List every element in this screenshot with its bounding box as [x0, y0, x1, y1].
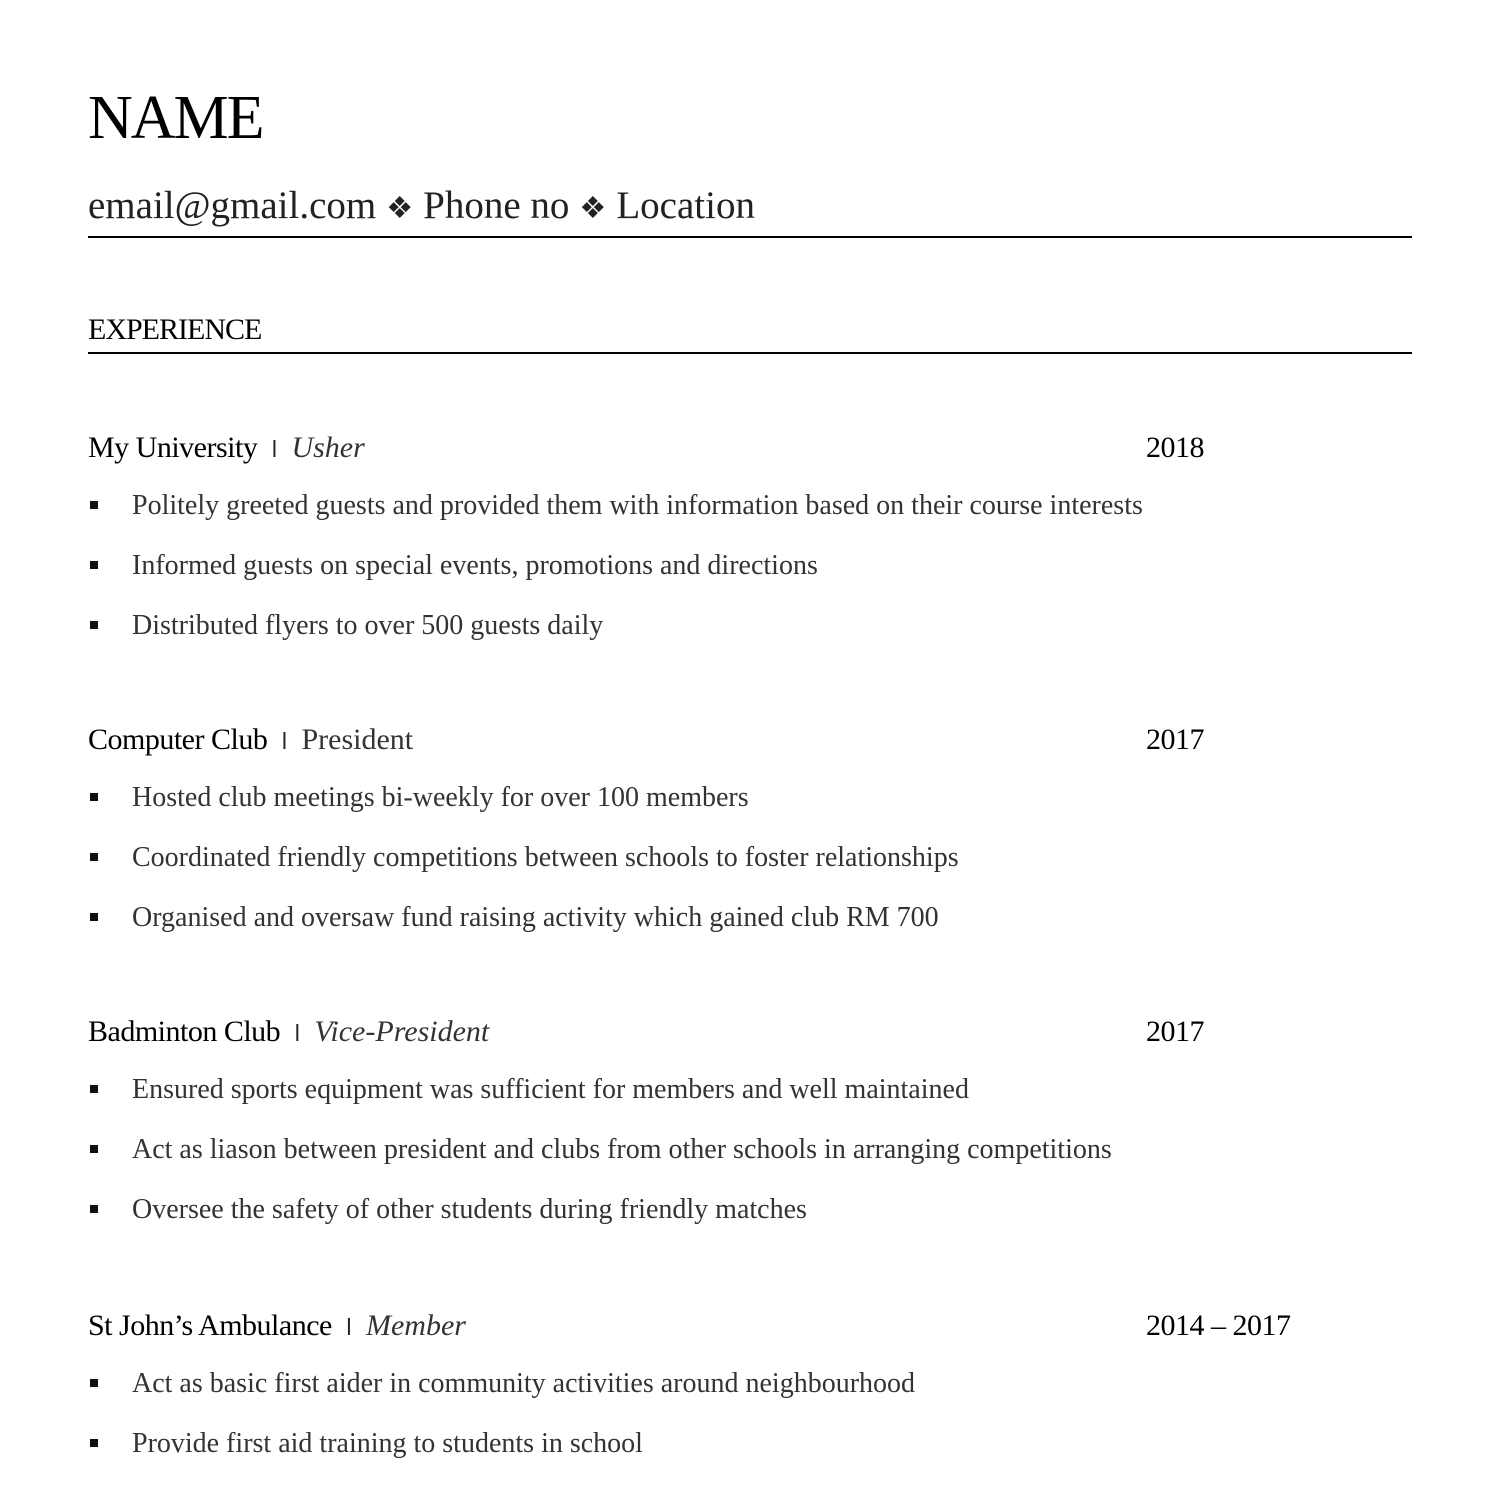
bullet-list [88, 776, 1412, 956]
entry-role: Usher [291, 431, 365, 464]
entry-year: 2017 [1146, 1015, 1204, 1048]
divider-bar: l [271, 438, 278, 463]
separator-icon: ❖ [386, 192, 414, 225]
entry-year: 2018 [1146, 431, 1204, 464]
square-bullet-icon [90, 793, 98, 801]
divider-bar: l [345, 1316, 352, 1341]
square-bullet-icon [90, 1085, 98, 1093]
entry-organization: My University [88, 431, 258, 464]
entry-role: Member [365, 1309, 466, 1342]
divider-bar: l [294, 1022, 301, 1047]
contact-line [88, 180, 755, 235]
bullet-item: Act as liason between president and clubs from other schools in arranging competitions [88, 1128, 1412, 1188]
entry-role: President [301, 723, 414, 756]
square-bullet-icon [90, 1145, 98, 1153]
bullet-item: Informed guests on special events, promotions and directions [88, 544, 1412, 604]
entry-organization: Badminton Club [88, 1015, 281, 1048]
square-bullet-icon [90, 1205, 98, 1213]
bullet-item: Act as basic first aider in community activities around neighbourhood [88, 1362, 1412, 1422]
square-bullet-icon [90, 1439, 98, 1447]
email-text: email@gmail.com [88, 184, 377, 227]
entry-role: Vice-President [314, 1015, 490, 1048]
square-bullet-icon [90, 621, 98, 629]
entry-year: 2017 [1146, 723, 1204, 756]
section-divider [88, 352, 1412, 354]
bullet-item: Distributed flyers to over 500 guests daily [88, 604, 1412, 664]
location-text: Location [616, 184, 755, 227]
bullet-list [88, 1362, 1412, 1482]
square-bullet-icon [90, 913, 98, 921]
entry-year: 2014 – 2017 [1146, 1309, 1291, 1342]
entry-header [88, 1010, 1412, 1054]
square-bullet-icon [90, 561, 98, 569]
entry-header [88, 426, 1412, 470]
separator-icon: ❖ [579, 192, 607, 225]
bullet-item: Organised and oversaw fund raising activity which gained club RM 700 [88, 896, 1412, 956]
section-title-experience: EXPERIENCE [88, 313, 262, 346]
entry-header [88, 1304, 1412, 1348]
entry-organization: St John’s Ambulance [88, 1309, 332, 1342]
experience-entry [88, 718, 1412, 956]
bullet-item: Coordinated friendly competitions between schools to foster relationships [88, 836, 1412, 896]
experience-entry [88, 426, 1412, 664]
square-bullet-icon [90, 853, 98, 861]
bullet-item: Politely greeted guests and provided them with information based on their course interests [88, 484, 1412, 544]
candidate-name: NAME [88, 84, 263, 152]
bullet-item: Hosted club meetings bi-weekly for over 100 members [88, 776, 1412, 836]
divider-bar: l [281, 730, 288, 755]
square-bullet-icon [90, 1379, 98, 1387]
bullet-list [88, 1068, 1412, 1248]
experience-entry [88, 1304, 1412, 1482]
bullet-item: Ensured sports equipment was sufficient for members and well maintained [88, 1068, 1412, 1128]
bullet-item: Oversee the safety of other students during friendly matches [88, 1188, 1412, 1248]
entry-header [88, 718, 1412, 762]
phone-text: Phone no [423, 184, 570, 227]
experience-entry [88, 1010, 1412, 1248]
bullet-list [88, 484, 1412, 664]
bullet-item: Provide first aid training to students in school [88, 1422, 1412, 1482]
header-divider [88, 236, 1412, 238]
square-bullet-icon [90, 501, 98, 509]
entry-organization: Computer Club [88, 723, 268, 756]
